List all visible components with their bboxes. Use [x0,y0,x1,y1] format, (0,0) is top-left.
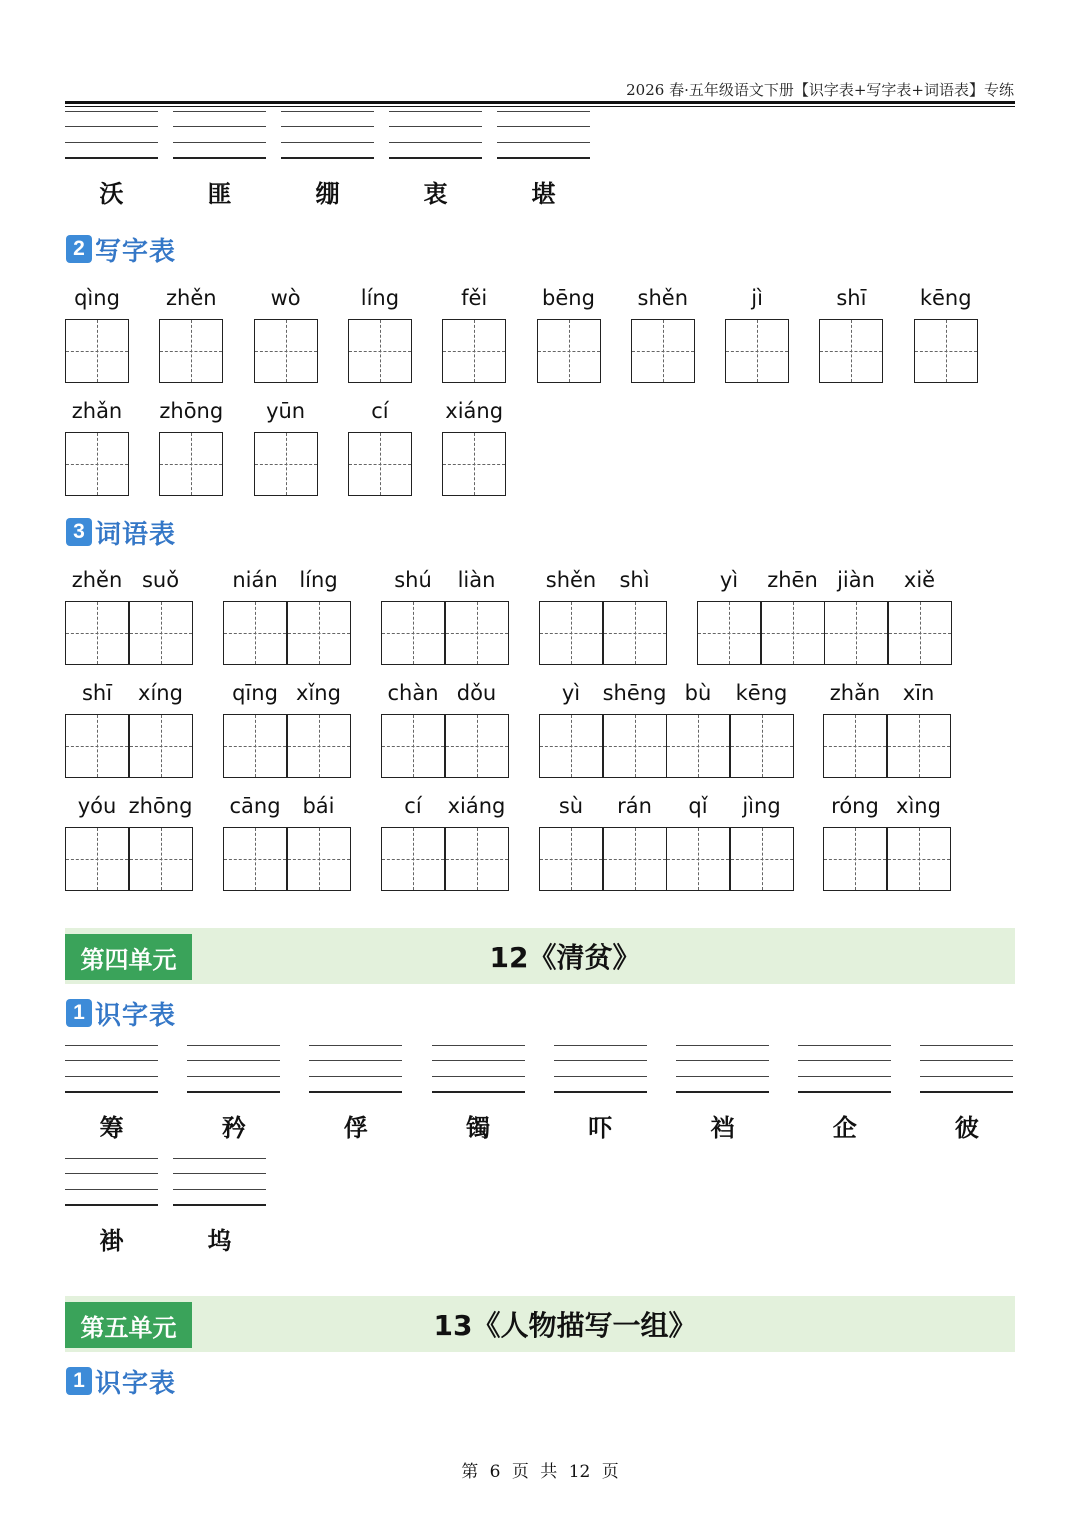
tianzige-box[interactable] [65,319,129,383]
recognize-character: 坞 [207,1226,232,1255]
tianzige-box[interactable] [445,714,509,778]
tianzige-box[interactable] [129,827,193,891]
section-title-text: 写字表 [95,236,177,267]
pinyin-label: zhǎn [829,681,881,705]
pinyin-label: qǐ [688,794,708,818]
pinyin-label: xīn [902,681,935,705]
pinyin-label: zhěn [166,286,217,310]
pinyin-label: yóu [77,794,117,818]
tianzige-box[interactable] [348,432,412,496]
tianzige-box[interactable] [666,714,730,778]
recognize-character: 衷 [423,179,448,208]
tianzige-box[interactable] [539,601,603,665]
pinyin-label: xìng [896,794,941,818]
pinyin-label: shī [836,286,867,310]
tianzige-box[interactable] [725,319,789,383]
recognize-character: 俘 [343,1113,368,1142]
tianzige-box[interactable] [381,601,445,665]
pinyin-label: kēng [735,681,788,705]
tianzige-box[interactable] [697,601,761,665]
tianzige-box[interactable] [819,319,883,383]
pinyin-label: zhēn [767,568,818,592]
pinyin-label: bù [684,681,712,705]
pinyin-writing-lines[interactable] [554,1045,647,1093]
pinyin-label: xiáng [445,399,504,423]
pinyin-writing-lines[interactable] [187,1045,280,1093]
recognize-character: 镯 [466,1113,491,1142]
write-section-title [66,233,176,265]
section-number-badge: 1 [66,1367,92,1395]
pinyin-label: qīng [232,681,278,705]
pinyin-label: zhěn [71,568,123,592]
pinyin-label: cí [404,794,422,818]
pinyin-label: bái [302,794,335,818]
header-rule-thin [65,106,1015,107]
tianzige-box[interactable] [445,827,509,891]
tianzige-box[interactable] [631,319,695,383]
pinyin-writing-lines[interactable] [281,111,374,159]
tianzige-box[interactable] [65,827,129,891]
pinyin-label: shēng [602,681,667,705]
header-rule-thick [65,101,1015,104]
pinyin-label: róng [831,794,879,818]
tianzige-box[interactable] [887,714,951,778]
tianzige-box[interactable] [887,827,951,891]
pinyin-label: cí [371,399,389,423]
tianzige-box[interactable] [603,601,667,665]
recognize-character: 裆 [710,1113,735,1142]
tianzige-box[interactable] [223,601,287,665]
pinyin-label: jiàn [837,568,875,592]
pinyin-label: shěn [637,286,689,310]
tianzige-box[interactable] [442,319,506,383]
words-section-title [66,516,176,548]
lesson-title: 12《清贫》 [489,941,641,974]
tianzige-box[interactable] [287,827,351,891]
pinyin-label: yì [719,568,739,592]
recognize-character: 沃 [99,179,124,208]
pinyin-label: suǒ [141,568,180,592]
pinyin-writing-lines[interactable] [173,1158,266,1206]
tianzige-box[interactable] [666,827,730,891]
pinyin-writing-lines[interactable] [389,111,482,159]
tianzige-box[interactable] [65,714,129,778]
pinyin-label: líng [360,286,400,310]
tianzige-box[interactable] [348,319,412,383]
pinyin-label: líng [299,568,338,592]
tianzige-box[interactable] [65,601,129,665]
section-number-badge: 2 [66,235,92,263]
pinyin-writing-lines[interactable] [497,111,590,159]
pinyin-label: bēng [542,286,595,310]
pinyin-label: kēng [919,286,972,310]
tianzige-box[interactable] [888,601,952,665]
lesson-title: 13《人物描写一组》 [433,1309,697,1342]
tianzige-box[interactable] [603,714,667,778]
header-title: 2026 春·五年级语文下册【识字表+写字表+词语表】专练 [626,81,1014,99]
pinyin-label: qìng [74,286,120,310]
unit4-banner [65,928,1015,984]
pinyin-writing-lines[interactable] [65,1158,158,1206]
pinyin-label: chàn [387,681,439,705]
pinyin-label: shú [394,568,432,592]
pinyin-writing-lines[interactable] [173,111,266,159]
tianzige-box[interactable] [381,714,445,778]
unit5-banner [65,1296,1015,1352]
tianzige-box[interactable] [823,827,887,891]
pinyin-writing-lines[interactable] [65,1045,158,1093]
pinyin-label: rán [617,794,652,818]
pinyin-label: zhōng [128,794,193,818]
tianzige-box[interactable] [381,827,445,891]
tianzige-box[interactable] [287,714,351,778]
tianzige-box[interactable] [914,319,978,383]
unit5-recognize-title [66,1365,176,1397]
tianzige-box[interactable] [129,601,193,665]
pinyin-writing-lines[interactable] [676,1045,769,1093]
section-number-badge: 3 [66,518,92,546]
tianzige-box[interactable] [223,714,287,778]
recognize-character: 矜 [221,1113,246,1142]
tianzige-box[interactable] [159,319,223,383]
pinyin-label: shěn [545,568,597,592]
tianzige-box[interactable] [761,601,825,665]
tianzige-box[interactable] [129,714,193,778]
tianzige-box[interactable] [254,319,318,383]
tianzige-box[interactable] [159,432,223,496]
pinyin-writing-lines[interactable] [432,1045,525,1093]
pinyin-label: xíng [138,681,183,705]
pinyin-label: cāng [229,794,281,818]
tianzige-box[interactable] [442,432,506,496]
tianzige-box[interactable] [730,827,794,891]
pinyin-label: zhōng [159,399,224,423]
pinyin-label: liàn [457,568,496,592]
tianzige-box[interactable] [539,714,603,778]
pinyin-label: shì [619,568,650,592]
pinyin-writing-lines[interactable] [920,1045,1013,1093]
tianzige-box[interactable] [603,827,667,891]
tianzige-box[interactable] [537,319,601,383]
recognize-character: 企 [832,1113,857,1142]
recognize-character: 彼 [954,1113,979,1142]
recognize-character: 匪 [207,179,232,208]
pinyin-label: jì [751,286,763,310]
tianzige-box[interactable] [223,827,287,891]
tianzige-box[interactable] [65,432,129,496]
tianzige-box[interactable] [539,827,603,891]
recognize-character: 褂 [99,1226,124,1255]
pinyin-label: jìng [742,794,781,818]
pinyin-label: dǒu [456,681,497,705]
pinyin-label: nián [232,568,278,592]
section-title-text: 识字表 [95,1368,177,1399]
tianzige-box[interactable] [445,601,509,665]
recognize-character: 绷 [315,179,340,208]
unit-label: 第四单元 [65,934,192,980]
tianzige-box[interactable] [730,714,794,778]
unit4-recognize-title [66,997,176,1029]
pinyin-label: xǐng [296,681,341,705]
pinyin-label: zhǎn [71,399,123,423]
recognize-character: 吓 [588,1113,613,1142]
pinyin-label: wò [270,286,301,310]
tianzige-box[interactable] [824,601,888,665]
tianzige-box[interactable] [254,432,318,496]
pinyin-label: sù [558,794,584,818]
section-title-text: 词语表 [95,519,177,550]
section-number-badge: 1 [66,999,92,1027]
recognize-character: 筹 [99,1113,124,1142]
pinyin-label: fěi [461,286,488,310]
page-footer: 第 6 页 共 12 页 [461,1462,619,1482]
recognize-character: 堪 [531,179,556,208]
pinyin-writing-lines[interactable] [798,1045,891,1093]
pinyin-writing-lines[interactable] [65,111,158,159]
section-title-text: 识字表 [95,1000,177,1031]
pinyin-label: yūn [266,399,306,423]
unit-label: 第五单元 [65,1302,192,1348]
pinyin-writing-lines[interactable] [309,1045,402,1093]
tianzige-box[interactable] [287,601,351,665]
pinyin-label: yì [561,681,581,705]
tianzige-box[interactable] [823,714,887,778]
pinyin-label: shī [81,681,113,705]
pinyin-label: xiáng [447,794,506,818]
pinyin-label: xiě [903,568,936,592]
